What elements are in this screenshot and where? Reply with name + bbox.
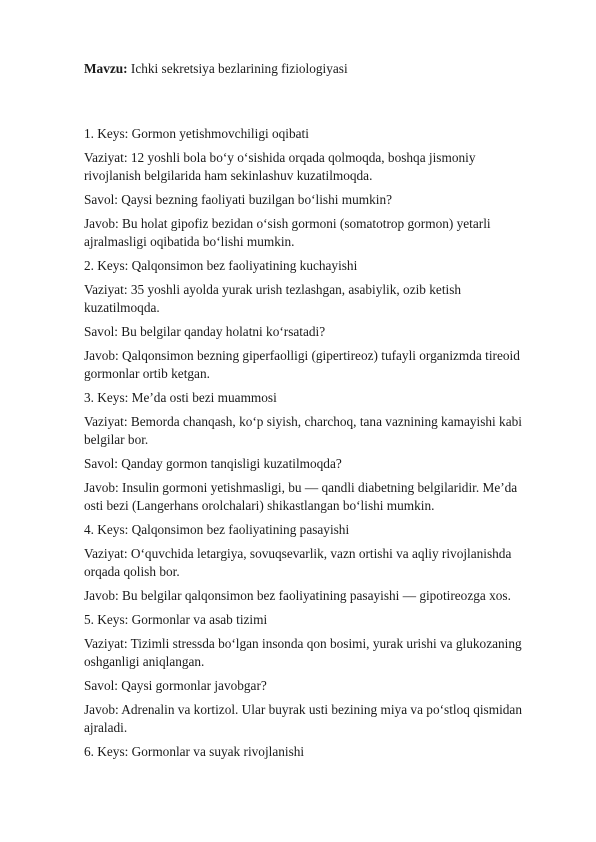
answer-line: Javob: Adrenalin va kortizol. Ular buyrak usti bezining miya va po‘stloq qismidan (84, 702, 522, 717)
paragraph-line: oshganligi aniqlangan. (84, 654, 205, 669)
paragraph-line: Vaziyat: O‘quvchida letargiya, sovuqsevarlik, vazn ortishi va aqliy rivojlanishda (84, 546, 512, 561)
question-line: Savol: Bu belgilar qanday holatni ko‘rsatadi? (84, 324, 326, 339)
paragraph-line: kuzatilmoqda. (84, 300, 160, 315)
paragraph-line: belgilar bor. (84, 432, 149, 447)
question-line: Savol: Qaysi bezning faoliyati buzilgan bo‘lishi mumkin? (84, 192, 392, 207)
answer-line: Javob: Insulin gormoni yetishmasligi, bu — qandli diabetning belgilaridir. Me’da (84, 480, 518, 495)
document-title (84, 60, 524, 77)
question-line: Savol: Qaysi gormonlar javobgar? (84, 678, 267, 693)
paragraph-line: Vaziyat: 35 yoshli ayolda yurak urish tezlashgan, asabiylik, ozib ketish (84, 282, 462, 297)
paragraph-line: Vaziyat: Bemorda chanqash, ko‘p siyish, charchoq, tana vaznining kamayishi kabi (84, 414, 522, 429)
case-heading: 5. Keys: Gormonlar va asab tizimi (84, 612, 268, 627)
answer-line: ajralmasligi oqibatida bo‘lishi mumkin. (84, 234, 295, 249)
question-line: Savol: Qanday gormon tanqisligi kuzatilmoqda? (84, 456, 342, 471)
title-label: Mavzu: (84, 61, 128, 76)
paragraph-line: rivojlanish belgilarida ham sekinlashuv kuzatilmoqda. (84, 168, 373, 183)
answer-line: Javob: Bu holat gipofiz bezidan o‘sish gormoni (somatotrop gormon) yetarli (84, 216, 491, 231)
paragraph-line: orqada qolish bor. (84, 564, 180, 579)
case-heading: 6. Keys: Gormonlar va suyak rivojlanishi (84, 744, 305, 759)
case-heading: 1. Keys: Gormon yetishmovchiligi oqibati (84, 126, 309, 141)
answer-line: gormonlar ortib ketgan. (84, 366, 210, 381)
answer-line: Javob: Bu belgilar qalqonsimon bez faoliyatining pasayishi — gipotireozga xos. (84, 588, 511, 603)
case-heading: 4. Keys: Qalqonsimon bez faoliyatining pasayishi (84, 522, 350, 537)
paragraph-line: Vaziyat: Tizimli stressda bo‘lgan insonda qon bosimi, yurak urishi va glukozaning (84, 636, 522, 651)
answer-line: Javob: Qalqonsimon bezning giperfaolligi (gipertireoz) tufayli organizmda tireoid (84, 348, 520, 363)
case-heading: 2. Keys: Qalqonsimon bez faoliyatining kuchayishi (84, 258, 358, 273)
answer-line: osti bezi (Langerhans orolchalari) shikastlangan bo‘lishi mumkin. (84, 498, 435, 513)
answer-line: ajraladi. (84, 720, 128, 735)
paragraph-line: Vaziyat: 12 yoshli bola bo‘y o‘sishida orqada qolmoqda, boshqa jismoniy (84, 150, 476, 165)
title-text: Ichki sekretsiya bezlarining fiziologiyasi (127, 61, 348, 76)
case-heading: 3. Keys: Me’da osti bezi muammosi (84, 390, 277, 405)
